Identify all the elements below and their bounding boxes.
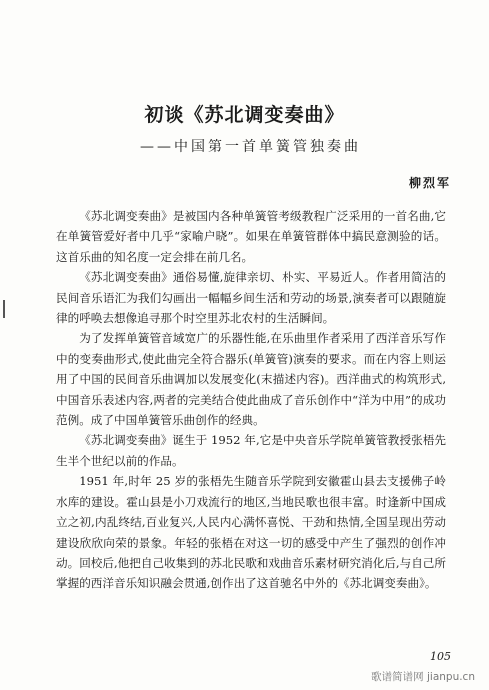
- paragraph: 为了发挥单簧管音域宽广的乐器性能,在乐曲里作者采用了西洋音乐写作中的变奏曲形式,使此曲完全符合器乐(单簧管)演奏的要求。而在内容上则运用了中国的民间音乐曲调加以发展变化(末描述内容)。西洋曲式的构筑形式,中国音乐表述内容,两者的完美结合使此曲成了音乐创作中“洋为中用”的成功范例。成了中国单簧管乐曲创作的经典。: [56, 331, 446, 428]
- paragraph: 《苏北调变奏曲》诞生于 1952 年,它是中央音乐学院单簧管教授张梧先生半个世纪以前的作品。: [56, 433, 446, 468]
- paragraph: 《苏北调变奏曲》通俗易懂,旋律亲切、朴实、平易近人。作者用简洁的民间音乐语汇为我们勾画出一幅幅乡间生活和劳动的场景,演奏者可以跟随旋律的呼唤去想像追寻那个时空里苏北农村的生活瞬间。: [56, 270, 446, 326]
- paragraph: 《苏北调变奏曲》是被国内各种单簧管考级教程广泛采用的一首名曲,它在单簧管爱好者中几乎“家喻户晓”。如果在单簧管群体中搞民意测验的话。这首乐曲的知名度一定会排在前几名。: [56, 209, 446, 264]
- article-body: [56, 206, 446, 594]
- site-watermark: 歌谱简谱网 jianpu.cn: [371, 671, 475, 683]
- article-subtitle: ——中国第一首单簧管独奏曲: [140, 139, 361, 155]
- margin-mark: [3, 300, 5, 318]
- page-number: 105: [430, 650, 451, 663]
- article-title: 初谈《苏北调变奏曲》: [144, 104, 345, 126]
- article-author: 柳烈军: [408, 176, 451, 190]
- paragraph: 1951 年,时年 25 岁的张梧先生随音乐学院到安徽霍山县去支援佛子岭水库的建设。霍山县是小刀戏流行的地区,当地民歌也很丰富。时逢新中国成立之初,内乱终结,百业复兴,人民内心满怀喜悦、干劲和热情,全国呈现出劳动建设欣欣向荣的景象。年轻的张梧在对这一切的感受中产生了强烈的创作冲动。回校后,他把自己收集到的苏北民歌和戏曲音乐素材研究消化后,与自己所掌握的西洋音乐知识融会贯通,创作出了这首驰名中外的《苏北调变奏曲》。: [56, 474, 446, 591]
